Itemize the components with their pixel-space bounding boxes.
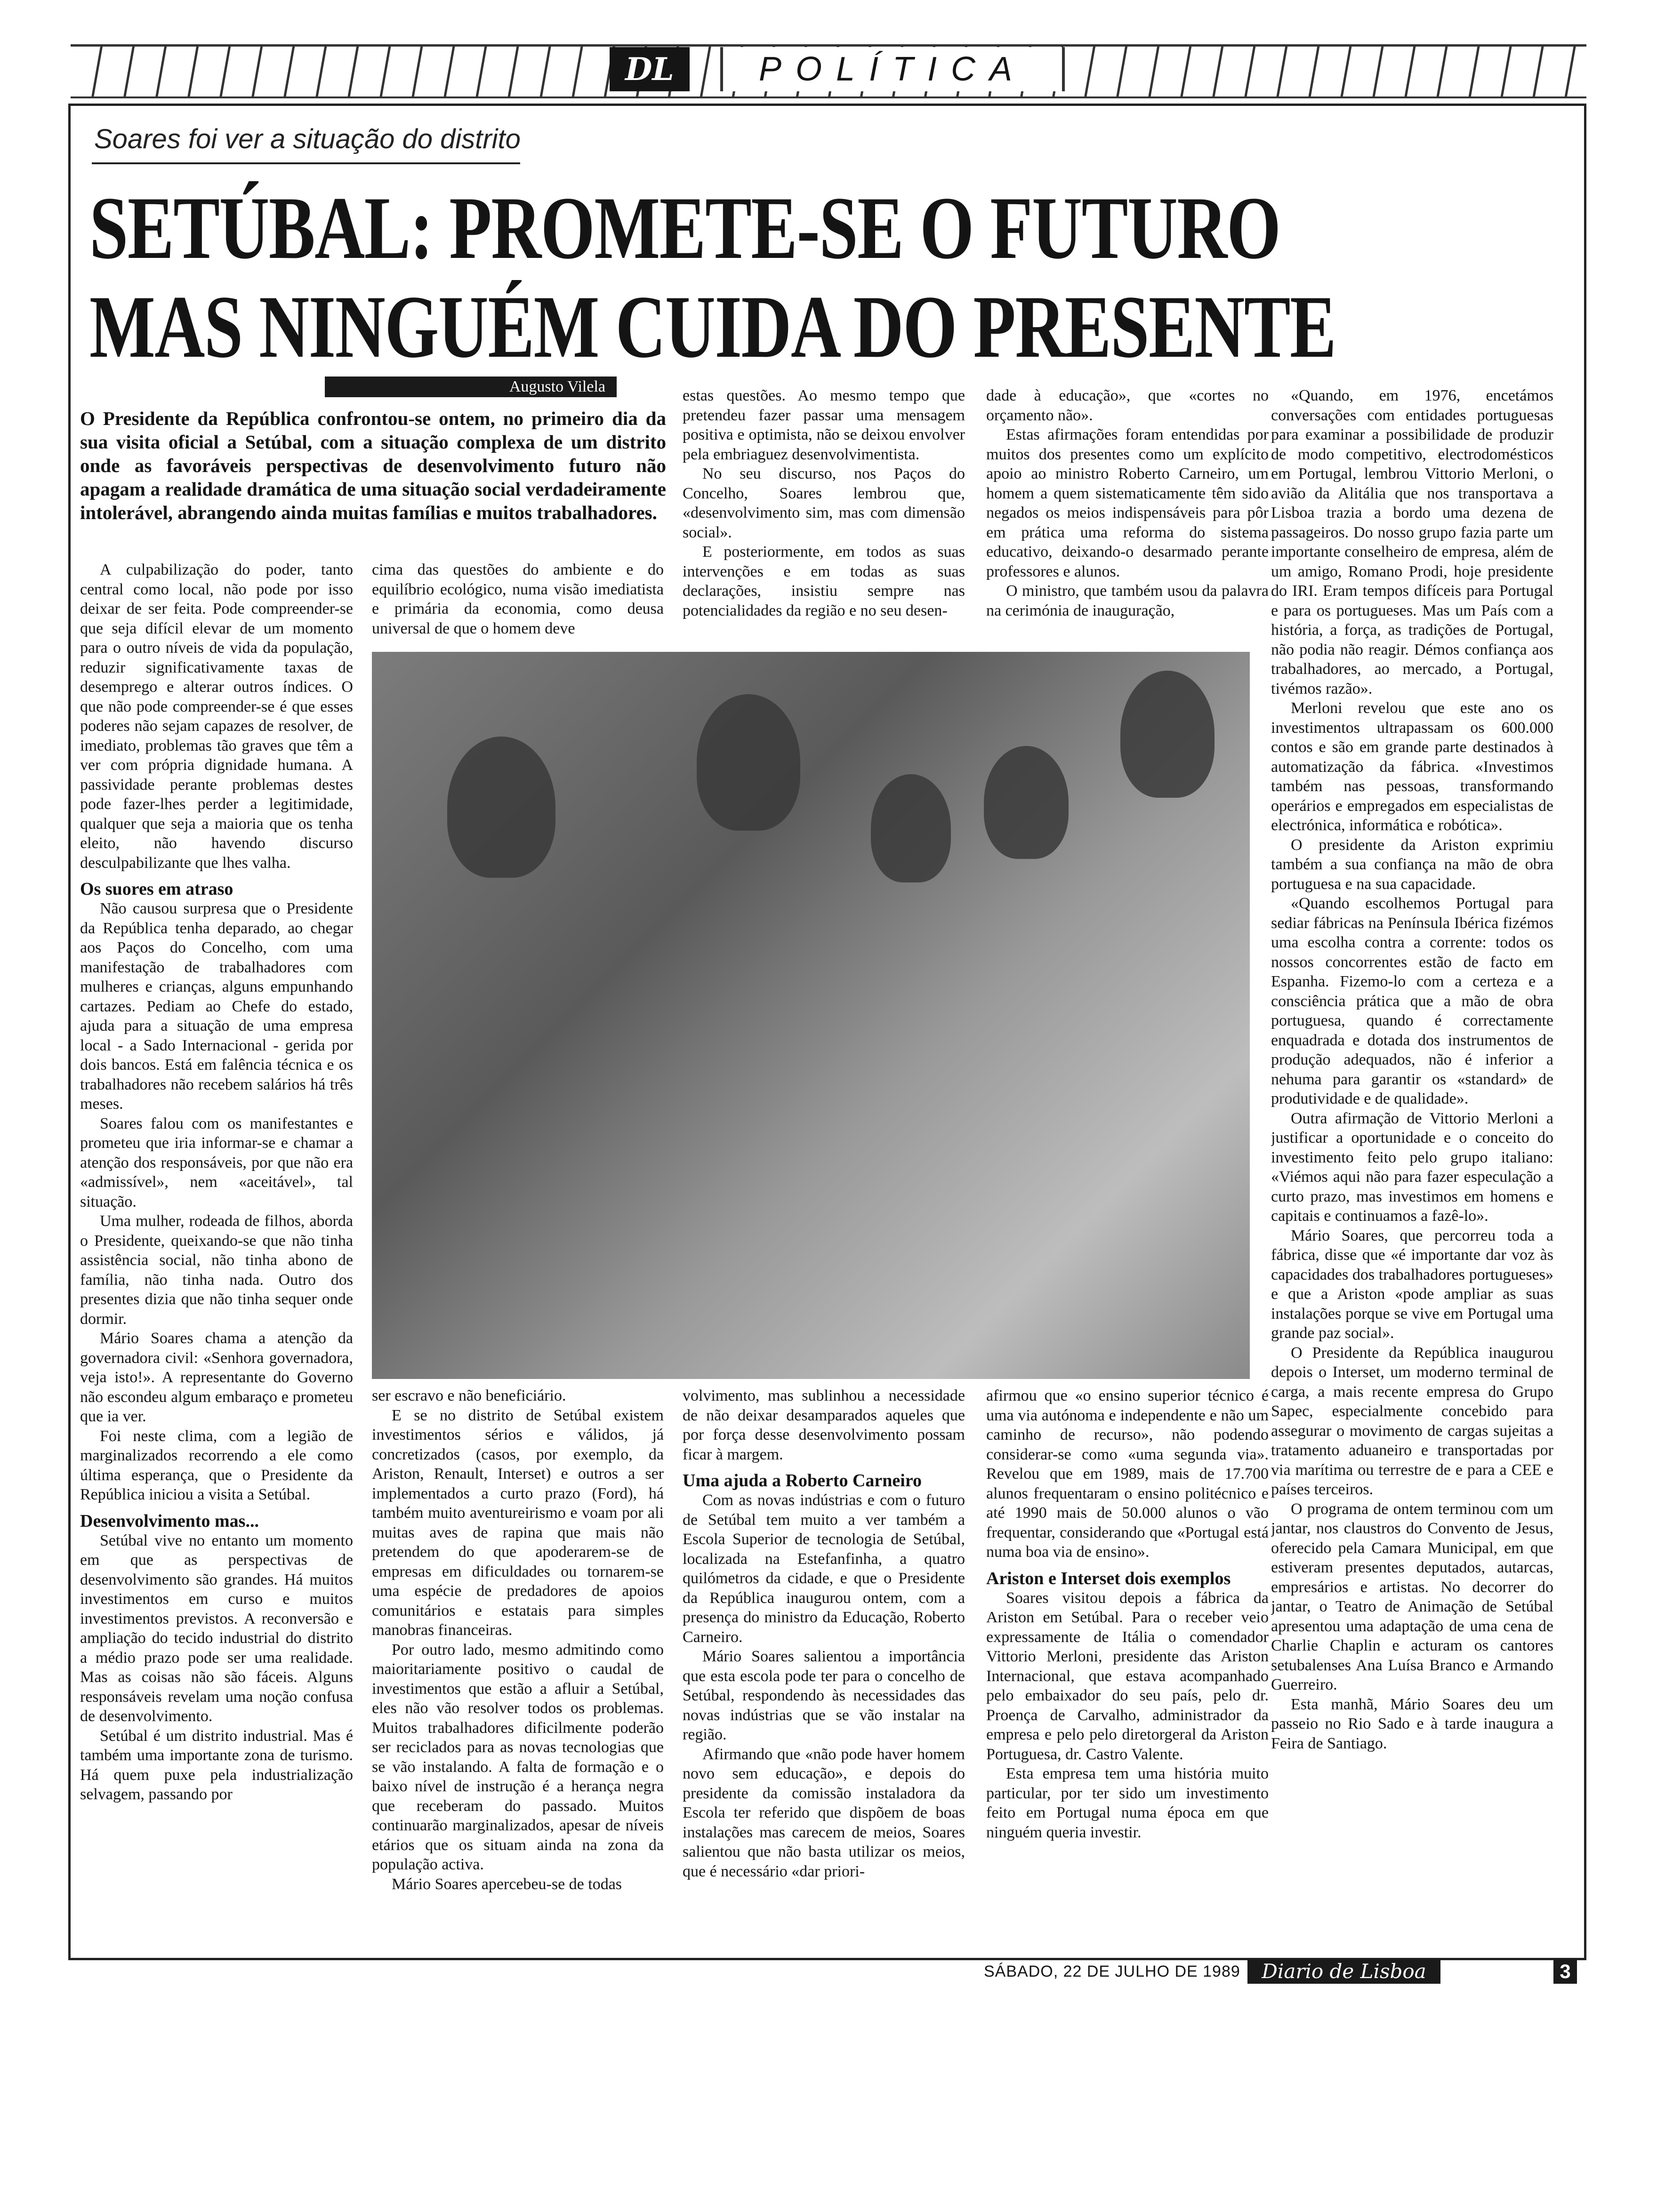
subheading: Os suores em atraso: [80, 879, 233, 899]
article-kicker: Soares foi ver a situação do distrito: [94, 124, 521, 154]
column-4-bottom: [986, 1386, 1269, 1934]
paragraph: Uma mulher, rodeada de filhos, aborda o Presidente, queixando-se que não tinha assistência social, não tinha abono de família, não tinha nada. Outro dos presentes dizia que não tinha sequer onde dormir.: [80, 1212, 353, 1328]
paragraph: Mário Soares apercebeu-se de todas: [392, 1875, 622, 1893]
paragraph: Não causou surpresa que o Presidente da República tenha deparado, ao chegar aos Paços do Concelho, com uma manifestação de trabalhadores com mulheres e crianças, alguns empunhando cartazes. Pediam ao Chefe do estado, ajuda para a situação de uma empresa local - a Sado Internacional - gerida por dois bancos. Está em falência técnica e os trabalhadores não recebem salários há três meses.: [80, 900, 353, 1113]
paragraph: O ministro, que também usou da palavra na cerimónia de inauguração,: [986, 582, 1269, 619]
paragraph: Afirmando que «não pode haver homem novo sem educação», e depois do presidente da comissão instaladora da Escola ter referido que dispõem de boas instalações mas carecem de meios, Soares salientou que não basta utilizar os meios, que é necessário «dar priori-: [683, 1745, 965, 1880]
paragraph: E posteriormente, em todos as suas intervenções e em todas as suas declarações, insistiu sempre nas potencialidades da região e no seu desen-: [683, 543, 965, 619]
page-number: 3: [1553, 1959, 1577, 1984]
lede: O Presidente da República confrontou-se ontem, no primeiro dia da sua visita oficial a Setúbal, com a situação complexa de um distrito onde as favoráveis perspectivas de desenvolvimento futuro não apagam a realidade dramática de uma situação social verdadeiramente intolerável, abrangendo ainda muitas famílias e muitos trabalhadores.: [80, 408, 666, 523]
paragraph: «Quando, em 1976, encetámos conversações com entidades portuguesas para examinar a possibilidade de produzir de modo competitivo, electrodomésticos em Portugal, lembrou Vittorio Merloni, o avião da Alitália que nos transportava a Lisboa trazia a bordo uma dezena de passageiros. Do nosso grupo fazia parte um importante conselheiro de empresa, além de um amigo, Romano Prodi, hoje presidente do IRI. Eram tempos difíceis para Portugal e para os portugueses. Mas um País com a história, a força, as tradições de Portugal, não podia não reagir. Démos confiança aos trabalhadores, ao mercado, a Portugal, tivémos razão».: [1271, 387, 1553, 697]
paragraph: E se no distrito de Setúbal existem investimentos sérios e válidos, já concretizados (casos, por exemplo, da Ariston, Renault, Interset) e outros a ser implementados a curto prazo (Ford), há também muito aventureirismo e voam por ali muitas aves de rapina que mais não pretendem do que apoderarem-se de empresas em dificuldades ou tornarem-se uma espécie de predadores de apoios comunitários e estatais para simples manobras financeiras.: [372, 1406, 664, 1639]
column-3-bottom: [683, 1386, 965, 1934]
paragraph: dade à educação», que «cortes no orçamento não».: [986, 387, 1269, 424]
newspaper-logo: DL: [610, 47, 690, 91]
paragraph: Setúbal vive no entanto um momento em que as perspectivas de desenvolvimento são grandes. Há muitos investimentos em curso e muitos investimentos previstos. A reconversão e ampliação do tecido industrial do distrito a médio prazo pode ser uma realidade. Mas as coisas não são fáceis. Alguns responsáveis revelam uma noção confusa de desenvolvimento.: [80, 1531, 353, 1725]
paragraph: afirmou que «o ensino superior técnico é uma via autónoma e independente e não um caminho de recurso», não podendo considerar-se como «uma segunda via». Revelou que em 1989, mais de 17.700 alunos frequentaram o ensino politécnico e até 1990 mais de 50.000 alunos o vão frequentar, considerando que «Portugal está numa boa via de ensino».: [986, 1387, 1269, 1561]
paragraph: cima das questões do ambiente e do equilíbrio ecológico, numa visão imediatista e primária da economia, como deusa universal de que o homem deve: [372, 561, 664, 637]
section-title: POLÍTICA: [720, 47, 1065, 91]
photo-figure: [984, 746, 1069, 859]
paragraph: Estas afirmações foram entendidas por muitos dos presentes como um explícito apoio ao ministro Roberto Carneiro, um homem a quem sistematicamente têm sido negados os meios indispensáveis para pôr em prática uma reforma do sistema educativo, deixando-o desarmado perante professores e alunos.: [986, 426, 1269, 580]
photo-figure: [697, 694, 800, 831]
paragraph: Por outro lado, mesmo admitindo como maioritariamente positivo o caudal de investimentos que estão a afluir a Setúbal, eles não vão resolver todos os problemas. Muitos trabalhadores dificilmente poderão ser reciclados para as novas tecnologias que se vão instalando. A falta de formação e o baixo nível de instrução é a herança negra que receberam do passado. Muitos continuarão marginalizados, apesar de níveis etários que os situam ainda na zona da população activa.: [372, 1641, 664, 1873]
headline-line-1: SETÚBAL: PROMETE-SE O FUTURO: [89, 179, 1280, 278]
paragraph: «Quando escolhemos Portugal para sediar fábricas na Península Ibérica fizémos uma escolha contra a corrente: todos os nossos concorrentes estão de facto em Espanha. Fizemo-lo com a certeza e a consciência prática que a mão de obra portuguesa, quando é correctamente enquadrada e dotada dos instrumentos de produção adequados, não é inferior a nehuma para garantir os «standard» de produtividade e de qualidade».: [1271, 895, 1553, 1107]
headline-line-2: MAS NINGUÉM CUIDA DO PRESENTE: [89, 278, 1336, 377]
byline: Augusto Vilela: [325, 377, 617, 397]
paragraph: Com as novas indústrias e com o futuro de Setúbal tem muito a ver também a Escola Superior de tecnologia de Setúbal, localizada na Estefanfinha, a quatro quilómetros da cidade, e que o Presidente da República inaugurou ontem, com a presença do ministro da Educação, Roberto Carneiro.: [683, 1491, 965, 1646]
paragraph: No seu discurso, nos Paços do Concelho, Soares lembrou que, «desenvolvimento sim, mas com dimensão social».: [683, 465, 965, 541]
paragraph: Soares falou com os manifestantes e prometeu que iria informar-se e chamar a atenção dos responsáveis, por que não era «admissível», nem «aceitável», tal situação.: [80, 1114, 353, 1210]
paragraph: Mário Soares chama a atenção da governadora civil: «Senhora governadora, veja isto!». A representante do Governo não escondeu algum embaraço e prometeu que ia ver.: [80, 1330, 353, 1425]
subheading: Ariston e Interset dois exemplos: [986, 1568, 1231, 1588]
paragraph: estas questões. Ao mesmo tempo que pretendeu fazer passar uma mensagem positiva e optimista, não se deixou envolver pela embriaguez desenvolvimentista.: [683, 387, 965, 463]
paragraph: Esta empresa tem uma história muito particular, por ter sido um investimento feito em Portugal numa época em que ninguém queria investir.: [986, 1765, 1269, 1841]
paragraph: Foi neste clima, com a legião de marginalizados recorrendo a ele como última esperança, que o Presidente da República iniciou a visita a Setúbal.: [80, 1427, 353, 1503]
paragraph: Merloni revelou que este ano os investimentos ultrapassam os 600.000 contos e são em grande parte destinados à automatização da fábrica. «Investimos também nas pessoas, transformando operários e empregados em especialistas de electrónica, informática e robótica».: [1271, 699, 1553, 834]
kicker-rule: [92, 162, 520, 164]
paragraph: A culpabilização do poder, tanto central como local, não pode por isso deixar de ser feita. Pode compreender-se que seja difícil elevar de um momento para o outro níveis de vida da população, reduzir significativamente taxas de desemprego e alterar outros índices. O que não pode compreender-se é que esses poderes não sejam capazes de resolver, de imediato, problemas tão graves que têm a ver com própria dignidade humana. A passividade perante problemas destes pode fazer-lhes perder a legitimidade, qualquer que seja a maioria que os tenha eleito, não havendo discurso desculpabilizante que lhes valha.: [80, 561, 353, 872]
paragraph: Mário Soares, que percorreu toda a fábrica, disse que «é importante dar voz às capacidades dos trabalhadores portugueses» e que a Ariston «pode ampliar as suas instalações porque se vive em Portugal uma grande paz social».: [1271, 1226, 1553, 1342]
column-1: [80, 560, 353, 1934]
photo-figure: [447, 737, 555, 878]
subheading: Uma ajuda a Roberto Carneiro: [683, 1471, 922, 1491]
column-4-top: [986, 386, 1269, 647]
paragraph: ser escravo e não beneficiário.: [372, 1387, 566, 1404]
paragraph: Soares visitou depois a fábrica da Ariston em Setúbal. Para o receber veio expressamente de Itália o comendador Vittorio Merloni, presidente das Ariston Internacional, que estava acompanhado pelo embaixador do seu país, pelo dr. Proença de Carvalho, administrador da empresa e pelo pelo diretorgeral da Ariston Portuguesa, dr. Castro Valente.: [986, 1589, 1269, 1763]
column-3-top: [683, 386, 965, 647]
column-5: [1271, 386, 1553, 1934]
paragraph: Setúbal é um distrito industrial. Mas é também uma importante zona de turismo. Há quem puxe pela industrialização selvagem, passando por: [80, 1727, 353, 1803]
column-2-bottom: [372, 1386, 664, 1934]
issue-date: SÁBADO, 22 DE JULHO DE 1989: [984, 1963, 1240, 1980]
paragraph: O programa de ontem terminou com um jantar, nos claustros do Convento de Jesus, oferecido pela Camara Municipal, em que estiveram presentes deputados, autarcas, empresários e artistas. No decorrer do jantar, o Teatro de Animação de Setúbal apresentou uma adaptação de uma cena de Charlie Chaplin e acturam os cantores setubalenses Ana Luísa Branco e Armando Guerreiro.: [1271, 1500, 1553, 1693]
news-photo: [372, 652, 1250, 1379]
photo-figure: [1120, 671, 1215, 798]
paragraph: Mário Soares salientou a importância que esta escola pode ter para o concelho de Setúbal, respondendo às necessidades das novas indústrias que se vão instalar na região.: [683, 1648, 965, 1743]
headline: [89, 179, 1336, 377]
photo-figure: [871, 774, 951, 882]
paragraph: O Presidente da República inaugurou depois o Interset, um moderno terminal de carga, a mais recente empresa do Grupo Sapec, especialmente concebido para assegurar o movimento de cargas sujeitas a tratamento aduaneiro e transportadas por via marítima ou terrestre de e para a CEE e países terceiros.: [1271, 1344, 1553, 1498]
paragraph: Outra afirmação de Vittorio Merloni a justificar a oportunidade e o conceito do investimento feito pelo grupo italiano: «Viémos aqui não para fazer especulação a curto prazo, mas investimos em homens e capitais e continuamos a fazê-lo».: [1271, 1109, 1553, 1225]
column-2-top: [372, 560, 664, 645]
paragraph: volvimento, mas sublinhou a necessidade de não deixar desamparados aqueles que por força desse desenvolvimento possam ficar à margem.: [683, 1387, 965, 1463]
paragraph: Esta manhã, Mário Soares deu um passeio no Rio Sado e à tarde inaugura a Feira de Santiago.: [1271, 1695, 1553, 1752]
subheading: Desenvolvimento mas...: [80, 1511, 259, 1531]
newspaper-name: Diario de Lisboa: [1247, 1959, 1440, 1984]
paragraph: O presidente da Ariston exprimiu também a sua confiança na mão de obra portuguesa e na sua capacidade.: [1271, 836, 1553, 893]
